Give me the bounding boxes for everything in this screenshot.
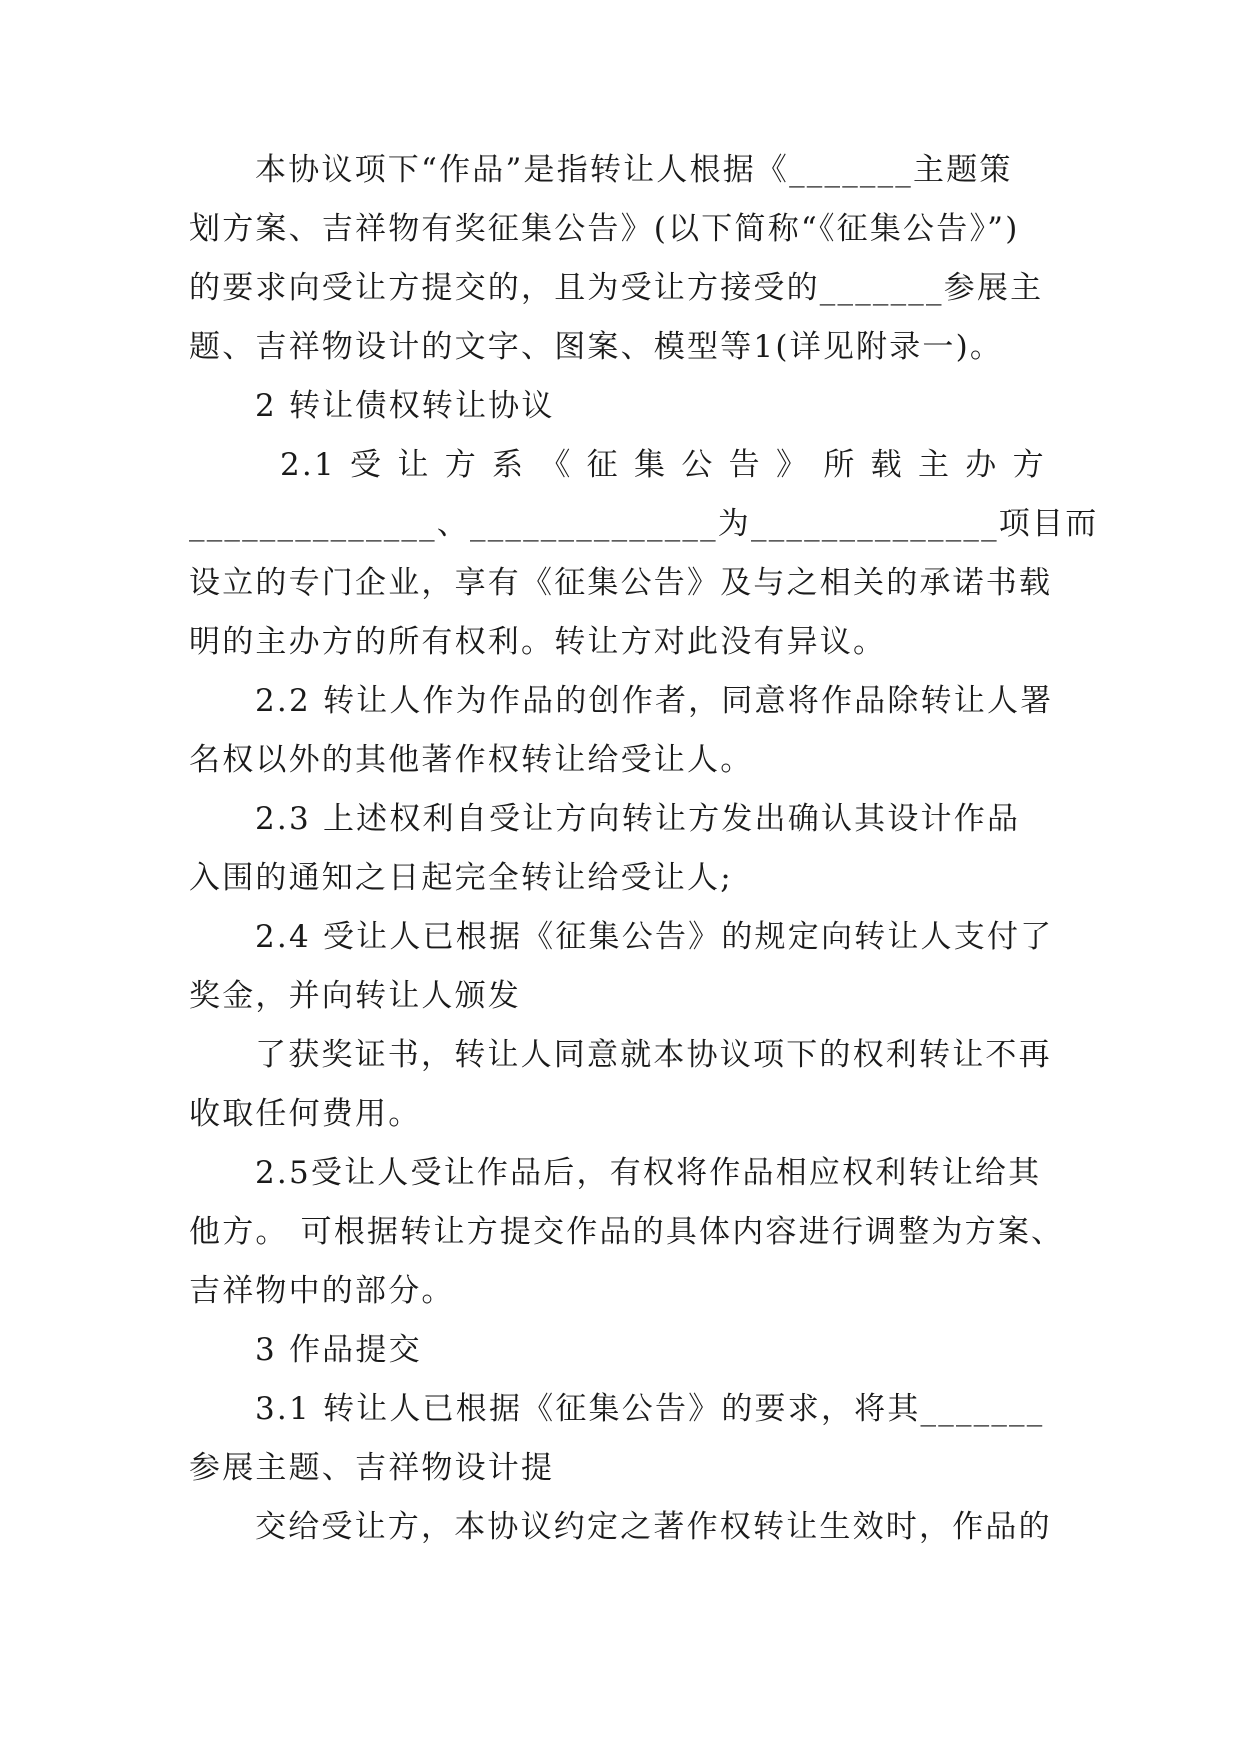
paragraph-line: 题、吉祥物设计的文字、图案、模型等1(详见附录一)。 xyxy=(189,329,1004,365)
spaced-char: 集 xyxy=(634,447,668,483)
paragraph-line: 交给受让方，本协议约定之著作权转让生效时，作品的 xyxy=(255,1509,1052,1545)
spaced-char: 受 xyxy=(350,447,384,483)
paragraph-line: 2.4 受让人已根据《征集公告》的规定向转让人支付了 xyxy=(255,919,1054,955)
paragraph-line: 2.5受让人受让作品后，有权将作品相应权利转让给其 xyxy=(255,1155,1042,1191)
paragraph-line: 了获奖证书，转让人同意就本协议项下的权利转让不再 xyxy=(255,1037,1052,1073)
spaced-char: 系 xyxy=(492,447,526,483)
spaced-char: 主 xyxy=(917,447,952,483)
paragraph-line: 吉祥物中的部分。 xyxy=(189,1273,455,1309)
spaced-clause-line xyxy=(280,445,1046,485)
spaced-char: 2.1 xyxy=(280,447,336,483)
paragraph-line: 他方。 可根据转让方提交作品的具体内容进行调整为方案、 xyxy=(189,1214,1065,1250)
paragraph-line: 本协议项下“作品”是指转让人根据《_______主题策 xyxy=(255,152,1013,188)
paragraph-line: 参展主题、吉祥物设计提 xyxy=(189,1450,555,1486)
paragraph-line: 明的主办方的所有权利。转让方对此没有异议。 xyxy=(189,624,887,660)
paragraph-line: 划方案、吉祥物有奖征集公告》(以下简称“《征集公告》”) xyxy=(189,211,1020,247)
spaced-char: 让 xyxy=(397,447,431,483)
spaced-char: 《 xyxy=(539,447,573,483)
spaced-char: 办 xyxy=(965,447,999,483)
section-heading: 3 作品提交 xyxy=(255,1332,422,1368)
paragraph-line: 入围的通知之日起完全转让给受让人; xyxy=(189,860,733,896)
paragraph-line: 收取任何费用。 xyxy=(189,1096,422,1132)
spaced-char: 公 xyxy=(681,447,715,483)
spaced-char: 征 xyxy=(586,447,620,483)
paragraph-line: 3.1 转让人已根据《征集公告》的要求，将其_______ xyxy=(255,1391,1045,1427)
spaced-char: 载 xyxy=(870,447,904,483)
spaced-char: 所 xyxy=(823,447,857,483)
spaced-char: 告 xyxy=(728,447,762,483)
spaced-char: 方 xyxy=(444,447,478,483)
paragraph-line: 2.2 转让人作为作品的创作者，同意将作品除转让人署 xyxy=(255,683,1054,719)
section-heading: 2 转让债权转让协议 xyxy=(255,388,555,424)
paragraph-line: 2.3 上述权利自受让方向转让方发出确认其设计作品 xyxy=(255,801,1021,837)
paragraph-line: 奖金，并向转让人颁发 xyxy=(189,978,521,1014)
spaced-char: 》 xyxy=(775,447,810,483)
paragraph-line: 名权以外的其他著作权转让给受让人。 xyxy=(189,742,754,778)
spaced-char: 方 xyxy=(1012,447,1046,483)
paragraph-line: 的要求向受让方提交的，且为受让方接受的_______参展主 xyxy=(189,270,1044,306)
paragraph-line: ______________、______________为______________项目而 xyxy=(189,506,1099,542)
paragraph-line: 设立的专门企业，享有《征集公告》及与之相关的承诺书载 xyxy=(189,565,1053,601)
